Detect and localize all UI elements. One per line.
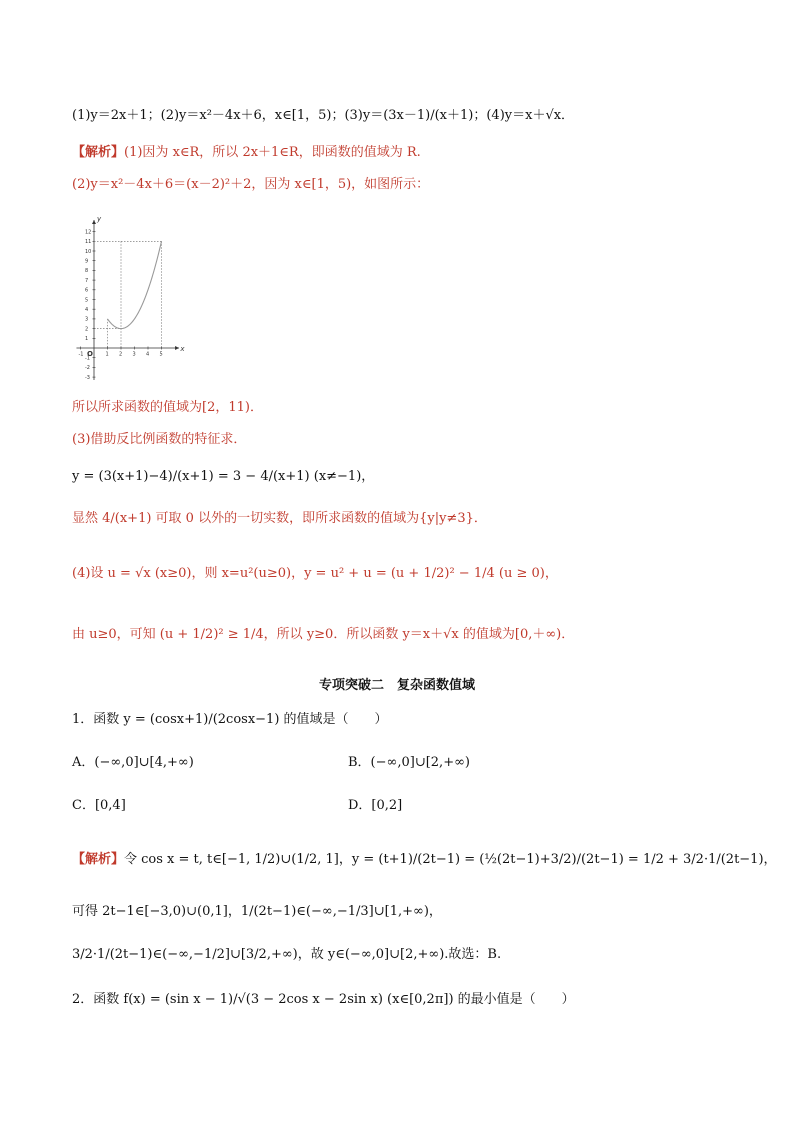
origin-label: O	[87, 350, 93, 358]
y-tick-label: 4	[85, 307, 89, 313]
y-tick-label: -3	[85, 374, 90, 381]
solution-tag: 【解析】	[72, 852, 125, 867]
y-tick-label: 9	[85, 258, 89, 265]
analysis-part4: (4)设 u = √x (x≥0)，则 x=u²(u≥0)，y = u² + u = (u + 1/2)² − 1/4 (u ≥ 0)，	[72, 566, 558, 581]
y-tick-label: 5	[85, 297, 89, 304]
solution-1b: 可得 2t−1∈[−3,0)∪(0,1]，1/(2t−1)∈(−∞,−1/3]∪[1,+∞)，	[72, 904, 442, 919]
option-d: D．[0,2]	[348, 798, 403, 813]
y-tick-label: 2	[85, 326, 89, 333]
x-tick-label: 1	[105, 351, 109, 358]
analysis-part1	[72, 143, 421, 163]
option-c: C．[0,4]	[72, 798, 126, 813]
x-axis-arrow	[175, 346, 179, 350]
y-tick-label: -2	[85, 365, 90, 372]
solution-1c: 3/2·1/(2t−1)∈(−∞,−1/2]∪[3/2,+∞)，故 y∈(−∞,0]∪[2,+∞).故选：B.	[72, 947, 502, 962]
y-tick-label: 7	[85, 277, 89, 284]
analysis-part2: (2)y＝x²－4x＋6＝(x－2)²＋2，因为 x∈[1，5)，如图所示：	[72, 177, 430, 192]
y-axis-arrow	[92, 220, 96, 224]
y-axis-label: y	[97, 214, 102, 223]
y-tick-label: 12	[85, 229, 92, 236]
question-1: 1．函数 y = (cosx+1)/(2cosx−1) 的值域是（ ）	[72, 712, 388, 727]
x-tick-label: -1	[78, 351, 84, 358]
section-title: 专项突破二 复杂函数值域	[318, 678, 475, 693]
y-tick-label: -1	[85, 355, 90, 362]
x-tick-label: 2	[119, 351, 123, 358]
x-tick-label: 5	[159, 351, 163, 358]
problem-statement: (1)y＝2x＋1；(2)y＝x²－4x＋6，x∈[1，5)；(3)y＝(3x－1)/(x＋1)；(4)y＝x＋√x．	[72, 108, 575, 123]
result-part2: 所以所求函数的值域为[2，11)．	[72, 400, 263, 415]
solution-1a	[72, 850, 777, 870]
analysis-part3: (3)借助反比例函数的特征求．	[72, 432, 247, 447]
y-tick-label: 1	[85, 336, 89, 343]
y-tick-label: 3	[85, 316, 89, 323]
y-tick-label: 11	[85, 239, 92, 246]
x-tick-label: 3	[132, 351, 136, 358]
x-axis-label: x	[180, 345, 185, 353]
result-part4: 由 u≥0，可知 (u + 1/2)² ≥ 1/4，所以 y≥0．所以函数 y＝x＋√x 的值域为[0,＋∞)．	[72, 627, 575, 642]
y-tick-label: 10	[85, 248, 92, 255]
y-tick-label: 6	[85, 287, 89, 294]
parabola-curve	[108, 241, 162, 328]
option-a: A．(−∞,0]∪[4,+∞)	[72, 755, 194, 770]
parabola-graph	[74, 208, 194, 384]
x-tick-label: 4	[146, 351, 150, 358]
y-tick-label: 8	[85, 268, 89, 275]
question-2: 2．函数 f(x) = (sin x − 1)/√(3 − 2cos x − 2sin x) (x∈[0,2π]) 的最小值是（ ）	[72, 992, 575, 1007]
analysis-part1-text: (1)因为 x∈R，所以 2x＋1∈R，即函数的值域为 R.	[124, 145, 421, 160]
analysis-tag: 【解析】	[72, 145, 125, 160]
solution-1a-text: 令 cos x = t, t∈[−1, 1/2)∪(1/2, 1]，y = (t+1)/(2t−1) = (½(2t−1)+3/2)/(2t−1) = 1/2 + 3/2·1/(2t−1)，	[124, 852, 777, 867]
explain-part3: 显然 4/(x+1) 可取 0 以外的一切实数，即所求函数的值域为{y|y≠3}．	[72, 511, 487, 526]
formula-part3: y = (3(x+1)−4)/(x+1) = 3 − 4/(x+1) (x≠−1)，	[72, 469, 375, 484]
option-b: B．(−∞,0]∪[2,+∞)	[348, 755, 470, 770]
